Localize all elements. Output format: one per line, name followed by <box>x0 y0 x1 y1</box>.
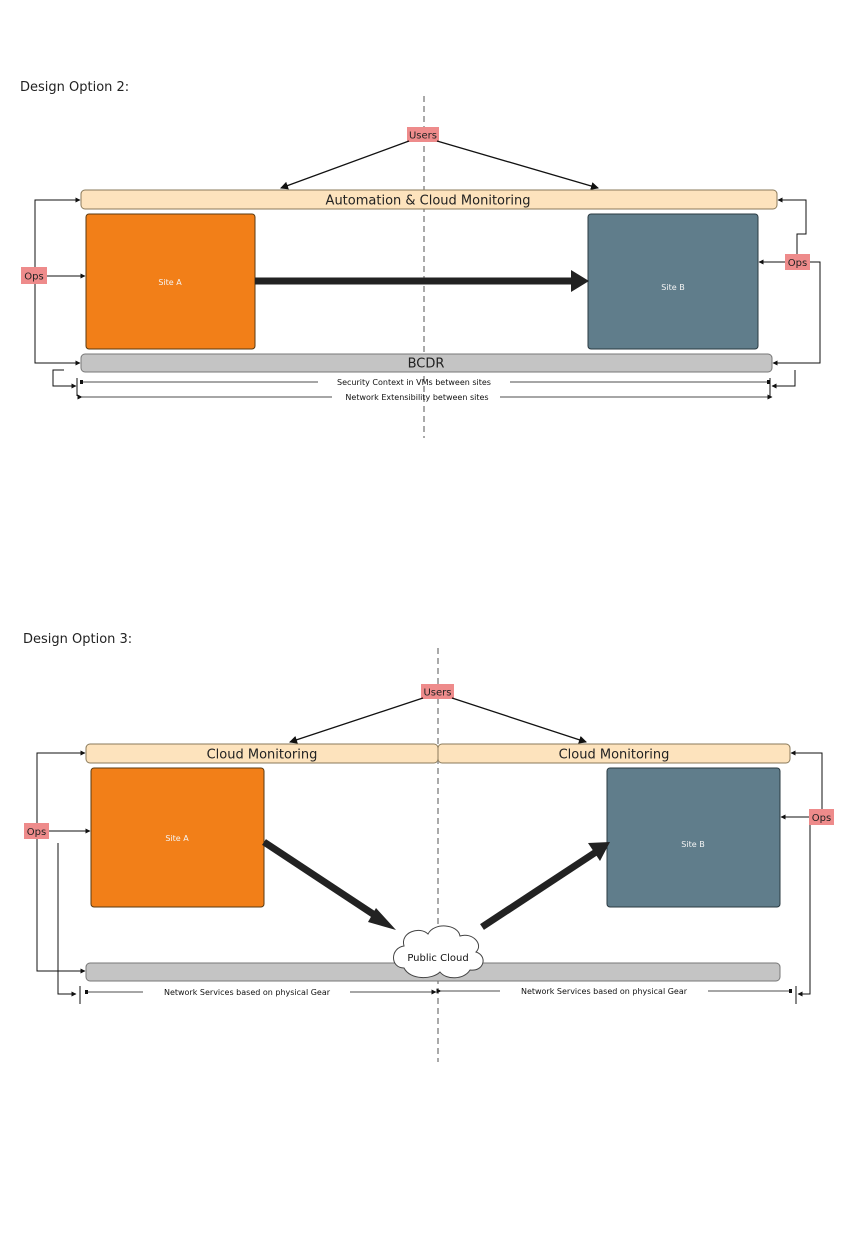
option3-arrow-site-a-to-cloud <box>264 842 382 920</box>
option3-site-a-label: Site A <box>165 834 189 843</box>
option3-site-b <box>607 768 780 907</box>
option3-ops-right-tag <box>809 809 834 825</box>
option3-ops-right-line-top <box>791 753 822 809</box>
option2-ops-left-label: Ops <box>24 271 44 283</box>
option2-ops-right-line-top <box>778 200 806 254</box>
option3-users-tag <box>421 684 454 699</box>
option3-monitoring-right-label: Cloud Monitoring <box>558 747 670 763</box>
option2-automation-bar <box>81 190 777 209</box>
option3-ops-left-label: Ops <box>26 827 47 838</box>
option2-ops-left-line-bottom <box>35 284 80 363</box>
option3-public-cloud <box>394 926 484 978</box>
option2-security-end-right <box>767 380 770 384</box>
option2-users-tag <box>407 127 439 142</box>
design-option-3 <box>23 632 834 1062</box>
option2-ops-right-tag <box>785 254 810 270</box>
option3-network-right-label: Network Services based on physical Gear <box>520 987 688 996</box>
option3-monitoring-bar-left <box>86 744 438 763</box>
option3-site-b-label: Site B <box>681 840 705 849</box>
design-option-2 <box>20 80 820 438</box>
option2-site-a <box>86 214 255 349</box>
option2-ops-left-tag <box>21 267 47 284</box>
option3-ops-right-line-network <box>798 825 810 994</box>
option3-network-right-end <box>789 989 792 993</box>
option2-site-b <box>588 214 758 349</box>
option2-title: Design Option 2: <box>20 80 130 95</box>
option3-network-left-label: Network Services based on physical Gear <box>163 988 331 997</box>
option3-public-cloud-label: Public Cloud <box>407 953 469 964</box>
option3-ops-right-label: Ops <box>811 813 832 824</box>
option3-title: Design Option 3: <box>23 632 133 647</box>
option3-users-arrow-left <box>290 698 423 742</box>
option3-site-a <box>91 768 264 907</box>
option2-users-arrow-left <box>281 141 409 188</box>
option2-security-label: Security Context in VMs between sites <box>337 378 491 387</box>
option2-replication-arrowhead <box>571 270 589 292</box>
option2-users-label: Users <box>408 130 438 142</box>
option2-network-label: Network Extensibility between sites <box>345 393 489 402</box>
option2-bcdr-label: BCDR <box>407 356 445 372</box>
option2-ops-right-label: Ops <box>787 258 808 269</box>
option2-ops-right-line-bottom <box>773 262 820 363</box>
option3-users-label: Users <box>423 687 452 699</box>
option2-ops-left-line-top <box>35 200 80 267</box>
option3-monitoring-left-label: Cloud Monitoring <box>206 747 318 763</box>
option2-users-arrow-right <box>437 141 598 188</box>
option3-arrow-cloud-to-site-b <box>482 852 596 927</box>
option3-ops-left-tag <box>24 823 49 839</box>
option3-monitoring-bar-right <box>438 744 790 763</box>
option2-security-end-left <box>80 380 83 384</box>
option2-site-b-label: Site B <box>661 283 685 292</box>
option2-bcdr-bar <box>81 354 772 372</box>
option2-ops-right-line-security <box>772 370 795 386</box>
option3-ops-left-line-top <box>37 753 85 823</box>
option2-site-a-label: Site A <box>158 278 182 287</box>
option3-network-left-end <box>85 990 88 994</box>
option2-automation-label: Automation & Cloud Monitoring <box>325 193 531 209</box>
option3-users-arrow-right <box>452 698 586 742</box>
option3-ops-left-line-bottom <box>37 839 85 971</box>
option2-ops-left-line-security <box>53 370 76 386</box>
